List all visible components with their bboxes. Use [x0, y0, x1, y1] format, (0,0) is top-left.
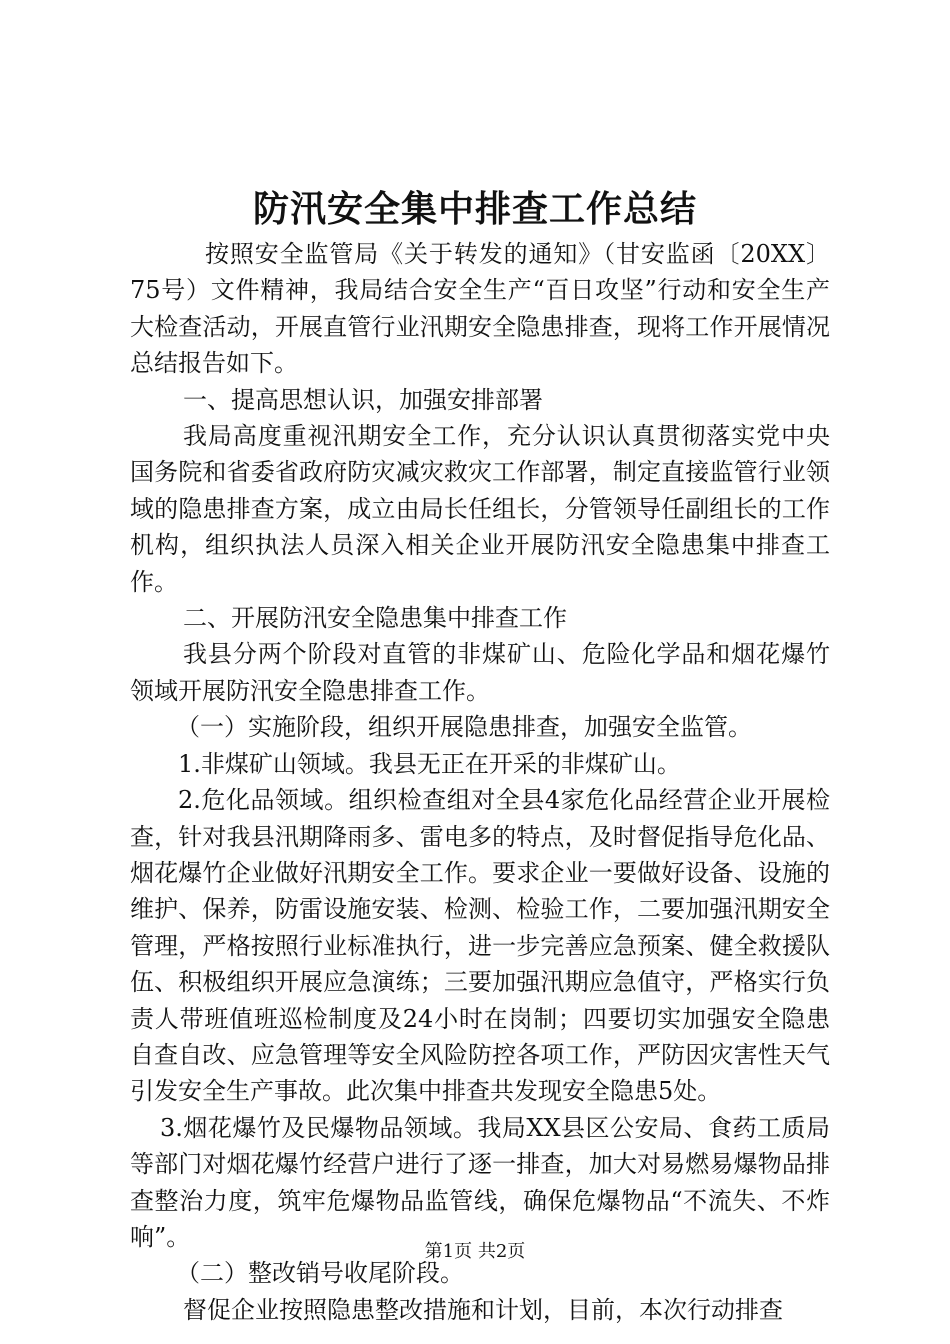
- section-2-paragraph: 我县分两个阶段对直管的非煤矿山、危险化学品和烟花爆竹领域开展防汛安全隐患排查工作。: [130, 640, 830, 705]
- page-footer: 第1页 共2页: [424, 1241, 526, 1262]
- intro-paragraph: 按照安全监管局《关于转发的通知》（甘安监函〔20XX〕75号）文件精神，我局结合安全生产“百日攻坚”行动和安全生产大检查活动，开展直管行业汛期安全隐患排查，现将工作开展情况总结报告如下。: [130, 240, 830, 378]
- item-3-paragraph: 3.烟花爆竹及民爆物品领域。我局XX县区公安局、食药工质局等部门对烟花爆竹经营户进行了逐一排查，加大对易燃易爆物品排查整治力度，筑牢危爆物品监管线，确保危爆物品“不流失、不炸响”。: [130, 1113, 830, 1251]
- subsection-heading-1: （一）实施阶段，组织开展隐患排查，加强安全监管。: [176, 713, 752, 742]
- item-1-paragraph: 1.非煤矿山领域。我县无正在开采的非煤矿山。: [178, 749, 681, 778]
- item-2-paragraph: 2.危化品领域。组织检查组对全县4家危化品经营企业开展检查，针对我县汛期降雨多、雷电多的特点，及时督促指导危化品、烟花爆竹企业做好汛期安全工作。要求企业一要做好设备、设施的维护、保养，防雷设施安装、检测、检验工作，二要加强汛期安全管理，严格按照行业标准执行，进一步完善应急预案、健全救援队伍、积极组织开展应急演练；三要加强汛期应急值守，严格实行负责人带班值班巡检制度及24小时在岗制；四要切实加强安全隐患自查自改、应急管理等安全风险防控各项工作，严防因灾害性天气引发安全生产事故。此次集中排查共发现安全隐患5处。: [130, 786, 830, 1106]
- document-title: 防汛安全集中排查工作总结: [252, 188, 697, 230]
- section-heading-1: 一、提高思想认识，加强安排部署: [183, 385, 543, 414]
- document-body: [130, 236, 830, 1328]
- section-heading-2: 二、开展防汛安全隐患集中排查工作: [183, 604, 567, 633]
- subsection-heading-2: （二）整改销号收尾阶段。: [176, 1259, 464, 1288]
- final-paragraph: 督促企业按照隐患整改措施和计划，目前，本次行动排查: [183, 1295, 783, 1324]
- section-1-paragraph: 我局高度重视汛期安全工作，充分认识认真贯彻落实党中央国务院和省委省政府防灾减灾救灾工作部署，制定直接监管行业领域的隐患排查方案，成立由局长任组长，分管领导任副组长的工作机构，组织执法人员深入相关企业开展防汛安全隐患集中排查工作。: [130, 422, 830, 596]
